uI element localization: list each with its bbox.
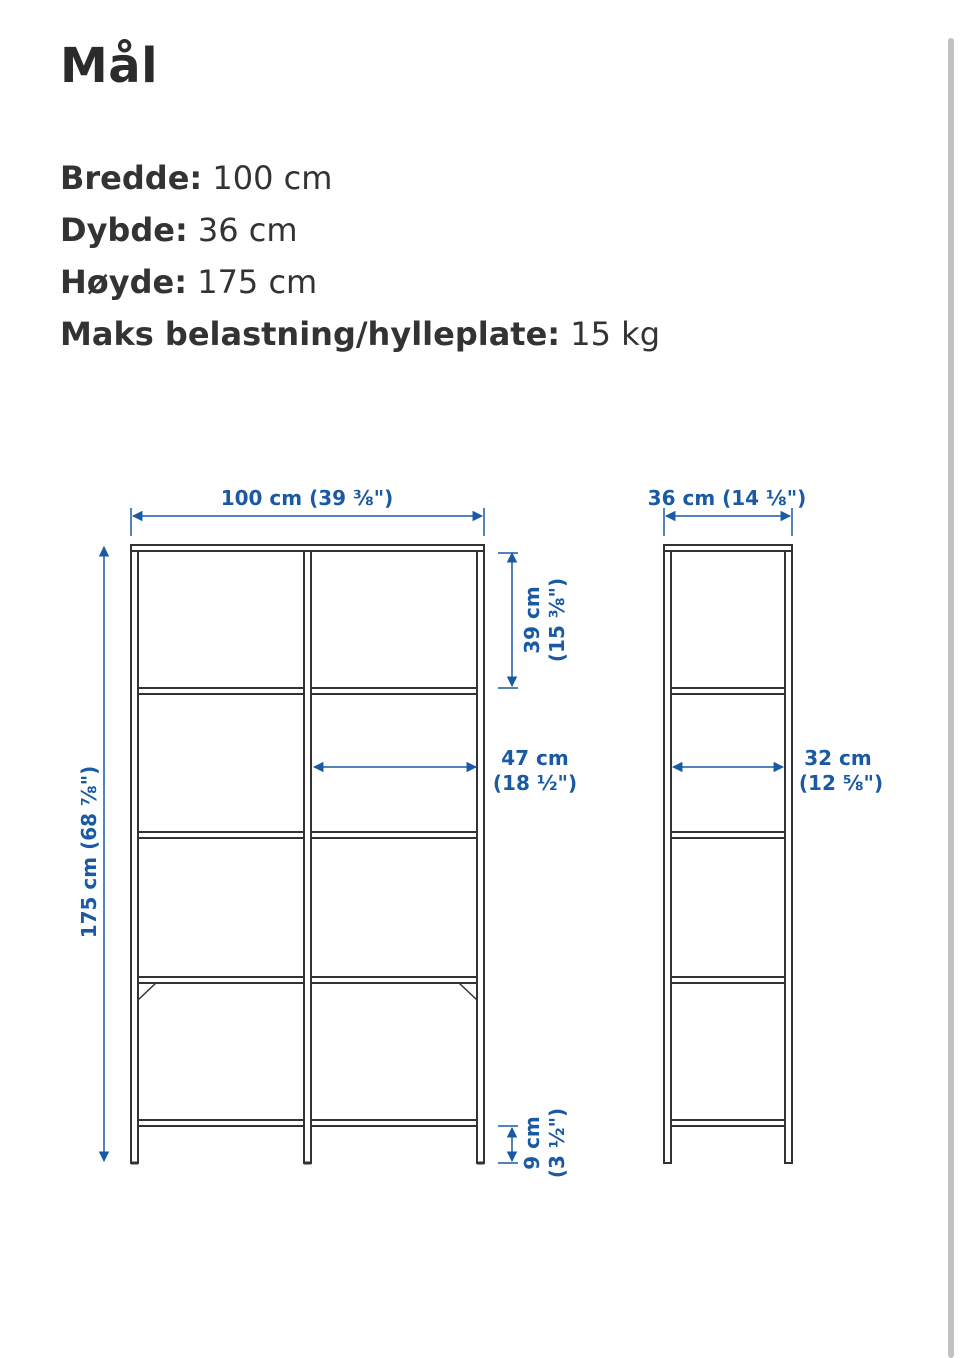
scrollbar[interactable] — [946, 0, 960, 1352]
spec-max-load-label: Maks belastning/hylleplate: — [60, 315, 561, 353]
section-title: Mål — [60, 38, 159, 94]
spec-width-value: 100 cm — [212, 159, 333, 197]
side-shelf-drawing — [664, 545, 792, 1163]
spec-height-value: 175 cm — [197, 263, 318, 301]
top-gap-inch-label: (15 ⅜") — [545, 577, 569, 663]
spec-depth-label: Dybde: — [60, 211, 188, 249]
spec-depth-value: 36 cm — [197, 211, 298, 249]
side-inner-inch-label: (12 ⅝") — [798, 771, 884, 795]
scrollbar-thumb[interactable] — [948, 38, 954, 1358]
bottom-gap-inch-label: (3 ½") — [545, 1107, 569, 1179]
spec-height-label: Høyde: — [60, 263, 188, 301]
top-gap-cm-label: 39 cm — [520, 586, 544, 654]
compartment-inch-label: (18 ½") — [492, 771, 578, 795]
side-inner-cm-label: 32 cm — [804, 746, 872, 770]
front-shelf-drawing — [131, 545, 484, 1163]
front-width-label: 100 cm (39 ⅜") — [220, 486, 394, 510]
front-height-label: 175 cm (68 ⅞") — [77, 765, 101, 939]
spec-max-load-value: 15 kg — [570, 315, 660, 353]
side-depth-label: 36 cm (14 ⅛") — [647, 486, 807, 510]
compartment-cm-label: 47 cm — [501, 746, 569, 770]
bottom-gap-cm-label: 9 cm — [520, 1116, 544, 1170]
spec-width-label: Bredde: — [60, 159, 203, 197]
